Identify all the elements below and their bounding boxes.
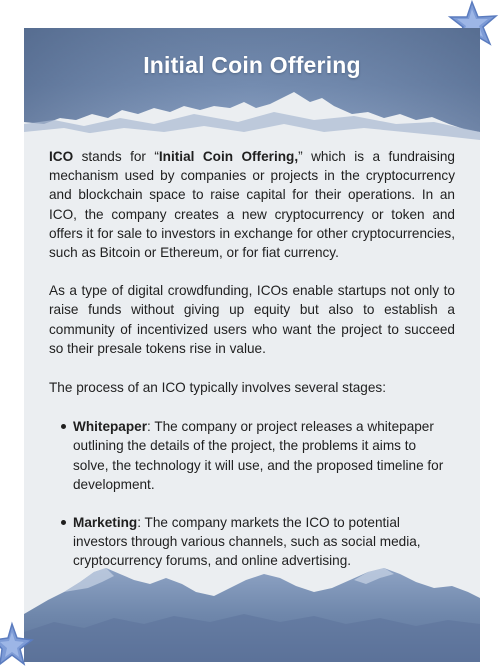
- definition-connector: stands for “: [73, 149, 159, 164]
- stages-list: [49, 417, 455, 570]
- header-watercolor-banner: [24, 28, 480, 148]
- document-card: [24, 28, 480, 662]
- paragraph-process-intro: The process of an ICO typically involves several stages:: [49, 380, 386, 396]
- term-full-name: Initial Coin Offering,: [158, 149, 299, 164]
- stage-text: : The company markets the ICO to potential investors through various channels, such as social media, cryptocurrency forums, and online advertising.: [73, 515, 421, 569]
- paragraph-definition: [49, 147, 455, 262]
- page-title: Initial Coin Offering: [143, 52, 361, 78]
- star-icon: [0, 618, 34, 671]
- list-item: [73, 417, 455, 494]
- footer-watercolor-mountains: [24, 552, 480, 662]
- stage-label: Marketing: [73, 515, 138, 531]
- paragraph-crowdfunding: As a type of digital crowdfunding, ICOs enable startups not only to raise funds without giving up equity but also to establish a community of incentivized users who want the project to succeed so their presale tokens rise in value.: [49, 283, 455, 356]
- document-body: [49, 147, 455, 590]
- term-ico: ICO: [49, 149, 74, 164]
- definition-text: ” which is a fundraising mechanism used by companies or projects in the cryptocurrency and blockchain space to raise capital for their operations. In an ICO, the company creates a new cryptocurrency or token and offers it for sale to investors in exchange for other cryptocurrencies, such as Bitcoin or Ethereum, or for fiat currency.: [49, 149, 455, 261]
- stage-text: : The company or project releases a whitepaper outlining the details of the project, the problems it aims to solve, the technology it will use, and the proposed timeline for development.: [73, 419, 444, 492]
- stage-label: Whitepaper: [73, 419, 148, 435]
